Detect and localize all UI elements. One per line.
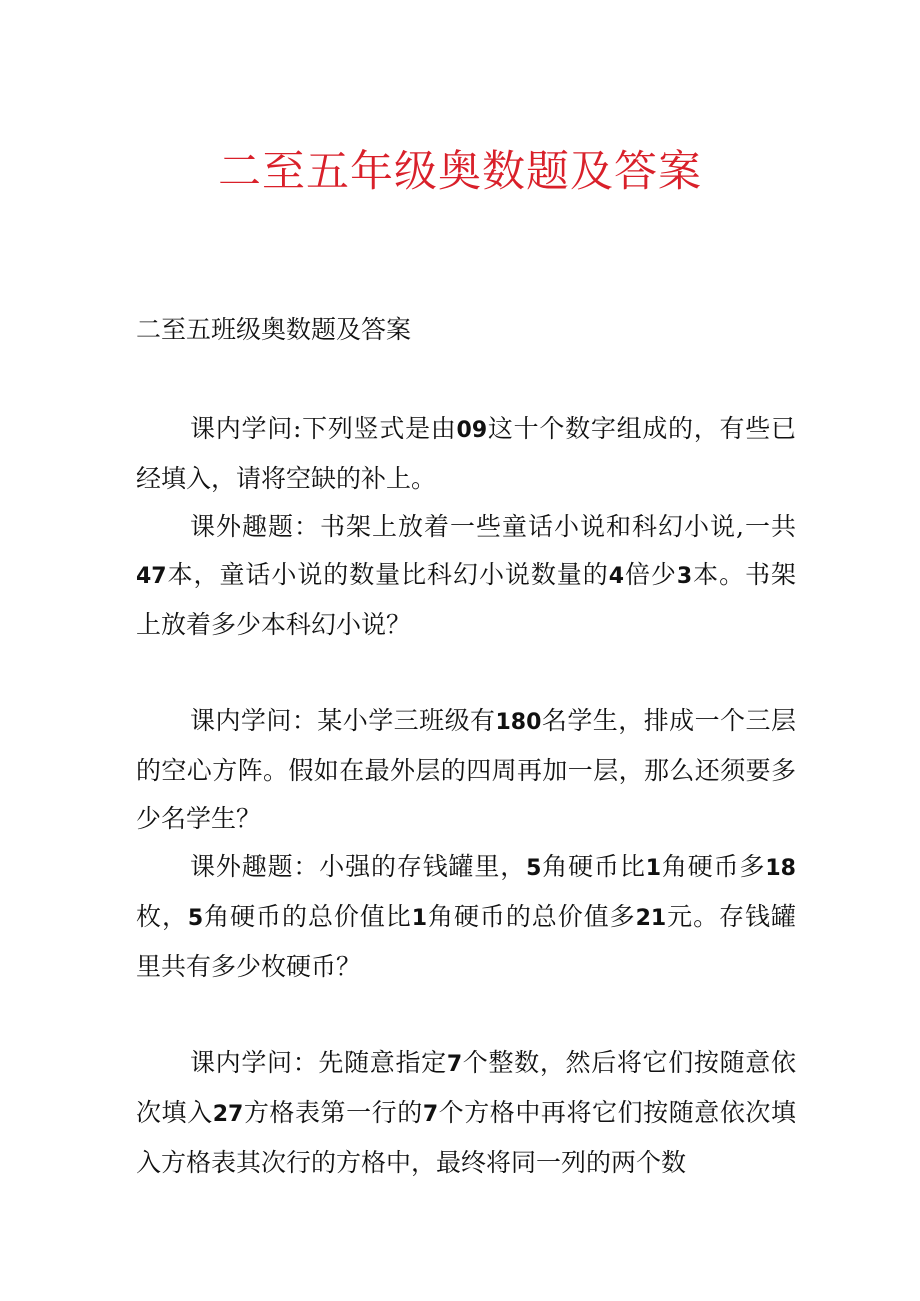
question-paragraph	[136, 405, 796, 503]
question-paragraph	[136, 697, 796, 843]
document-title: 二至五年级奥数题及答案	[218, 147, 702, 197]
number-text: 1	[411, 906, 428, 931]
question-text: 书架上放着一些童话小说和科幻小说,一共	[320, 512, 796, 541]
question-text: 这十个数字组成的，有些已经填入，请将空缺的补上。	[136, 414, 796, 493]
question-label: 课外趣题	[190, 852, 294, 881]
question-paragraph	[136, 843, 796, 991]
question-text: 名学生，排成一个三层的空心方阵。假如在最外层的四周再加一层，那么还须要多少名学生？	[136, 706, 796, 833]
question-text: 元。存钱罐里共有多少枚硬币？	[136, 902, 796, 981]
document-body	[136, 405, 796, 1187]
question-label: 课内学问	[190, 706, 292, 735]
question-label: 课外趣题	[190, 512, 295, 541]
number-text: 4	[608, 564, 625, 589]
number-text: 7	[446, 1052, 463, 1077]
question-text: 角硬币的总价值比	[203, 902, 412, 931]
number-text: 18	[765, 856, 796, 881]
number-text: 1	[645, 856, 662, 881]
label-separator: ：	[293, 852, 320, 881]
number-text: 5	[526, 856, 542, 881]
question-text: 某小学三班级有	[317, 706, 496, 735]
number-text: 7	[422, 1102, 439, 1127]
question-text: 本，童话小说的数量比科幻小说数量的	[166, 560, 609, 589]
number-text: 27	[212, 1102, 244, 1127]
question-text: 角硬币的总价值多	[427, 902, 636, 931]
number-text: 21	[635, 906, 667, 931]
question-paragraph	[136, 1039, 796, 1187]
number-text: 09	[456, 418, 488, 443]
question-text: 本。书架上放着多少本科幻小说？	[136, 560, 796, 639]
question-text: 枚，	[136, 902, 188, 931]
label-separator: ：	[292, 1048, 319, 1077]
question-text: 方格表第一行的	[243, 1098, 423, 1127]
question-text: 角硬币比	[541, 852, 646, 881]
number-text: 5	[187, 906, 204, 931]
question-label: 课内学问	[190, 414, 293, 443]
question-text: 小强的存钱罐里，	[319, 852, 527, 881]
question-text: 个整数，然后将它们按随意依次填入	[136, 1048, 796, 1127]
question-text: 先随意指定	[318, 1048, 447, 1077]
label-separator: ：	[294, 512, 321, 541]
paragraph-gap	[136, 991, 796, 1039]
number-text: 180	[495, 710, 542, 735]
question-label: 课内学问	[190, 1048, 293, 1077]
question-text: 倍少	[624, 560, 677, 589]
label-separator: :	[292, 414, 302, 443]
question-text: 下列竖式是由	[301, 414, 457, 443]
label-separator: ：	[291, 706, 318, 735]
number-text: 3	[676, 564, 693, 589]
document-subtitle: 二至五班级奥数题及答案	[136, 315, 412, 344]
paragraph-gap	[136, 649, 796, 697]
question-text: 个方格中再将它们按随意依次填入方格表其次行的方格中，最终将同一列的两个数	[136, 1098, 796, 1177]
number-text: 47	[136, 564, 167, 589]
question-text: 角硬币多	[661, 852, 766, 881]
question-paragraph	[136, 503, 796, 649]
